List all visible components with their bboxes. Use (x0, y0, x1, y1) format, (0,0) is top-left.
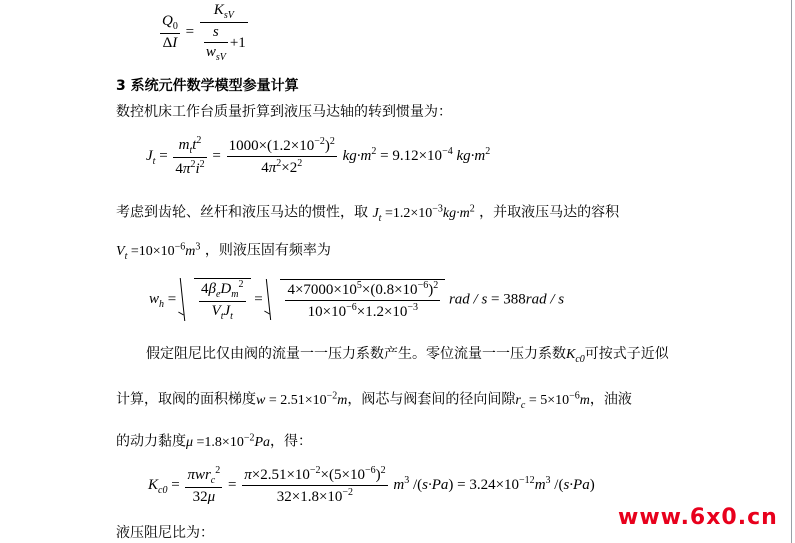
vt-tail: ，则液压固有频率为 (204, 242, 331, 259)
visc-text-b: ，得： (270, 433, 313, 450)
assume-text: 假定阻尼比仅由阀的流量一一压力系数产生。零位流量一一压力系数 (146, 346, 566, 362)
equation-inertia: $J_t$ = $\frac{m_tt^2}{4\pi^2i^2}$ = $\frac{1000\times(1.2\times 10^{-2})^2}{4\pi^2\times 2^2}$ $kg\cdot m^2 = 9.12\times 10^{-4}$ $kg\cdot m^2$ (146, 135, 491, 177)
visc-text-a: 的动力黏度 (116, 433, 186, 450)
kc0-symbol: $K_{c0}$ (566, 347, 585, 365)
calc-text-a: 计算，取阀的面积梯度 (116, 391, 256, 408)
paragraph-inertia: 数控机床工作台质量折算到液压马达轴的转到惯量为： (116, 104, 452, 120)
paragraph-viscosity (116, 429, 312, 452)
equation-frequency: $w_h$ = $\frac{4\beta_eD_m^2}{V_tJ_t}$ = $\frac{4\times 7000\times 10^5\times(0.8\times 10^{-6})^2}{10\times 10^{-6}\times 1.2\times 10^{-3}}$ rad / s = 388rad / s (149, 279, 565, 322)
paragraph-damping: 液压阻尼比为： (116, 525, 214, 541)
watermark-text: www.6x0.cn (618, 505, 778, 530)
gear-tail: ，并取液压马达的容积 (479, 204, 620, 221)
paragraph-gear (116, 200, 619, 227)
visc-mu-eq: $\mu =1.8\times 10^{-2}Pa$ (186, 432, 271, 450)
calc-text-b: ，阀芯与阀套间的径向间隙 (347, 391, 516, 408)
calc-rc-eq: $r_c = 5\times 10^{-6}m$ (515, 390, 590, 411)
vt-eq: $V_t =10\times 10^{-6}m^3$ (116, 241, 201, 262)
equation-kc0: $K_{c0}$ = $\frac{\pi wr_c^2}{32\mu}$ = $\frac{\pi\times 2.51\times 10^{-2}\times(5\times 10^{-6})^2}{32\times 1.8\times 10^{-2}}$ $m^3$ $/(s\cdot Pa) = 3.24\times 10^{-12}m^3$ /(s·Pa) (148, 465, 595, 505)
site-watermark (618, 505, 778, 530)
assume-tail: 可按式子近似 (584, 346, 669, 362)
equation-transfer: $\frac{Q_0}{\Delta I}$ = $K_{sV}$ $\frac{s}{w_{sV}}$ +1 (162, 2, 246, 63)
calc-w-eq: $w = 2.51\times 10^{-2}m$ (256, 390, 348, 408)
paragraph-calc (116, 387, 632, 414)
paragraph-assume (146, 345, 669, 369)
paragraph-vt (116, 238, 331, 265)
gear-eq: $J_t =1.2\times 10^{-3}kg\cdot m^2$ (372, 203, 475, 224)
section-heading: 3 系统元件数学模型参量计算 (116, 78, 299, 94)
page-right-border (791, 0, 792, 543)
gear-text: 考虑到齿轮、丝杆和液压马达的惯性，取 (116, 204, 368, 221)
calc-text-c: ，油液 (589, 391, 632, 408)
